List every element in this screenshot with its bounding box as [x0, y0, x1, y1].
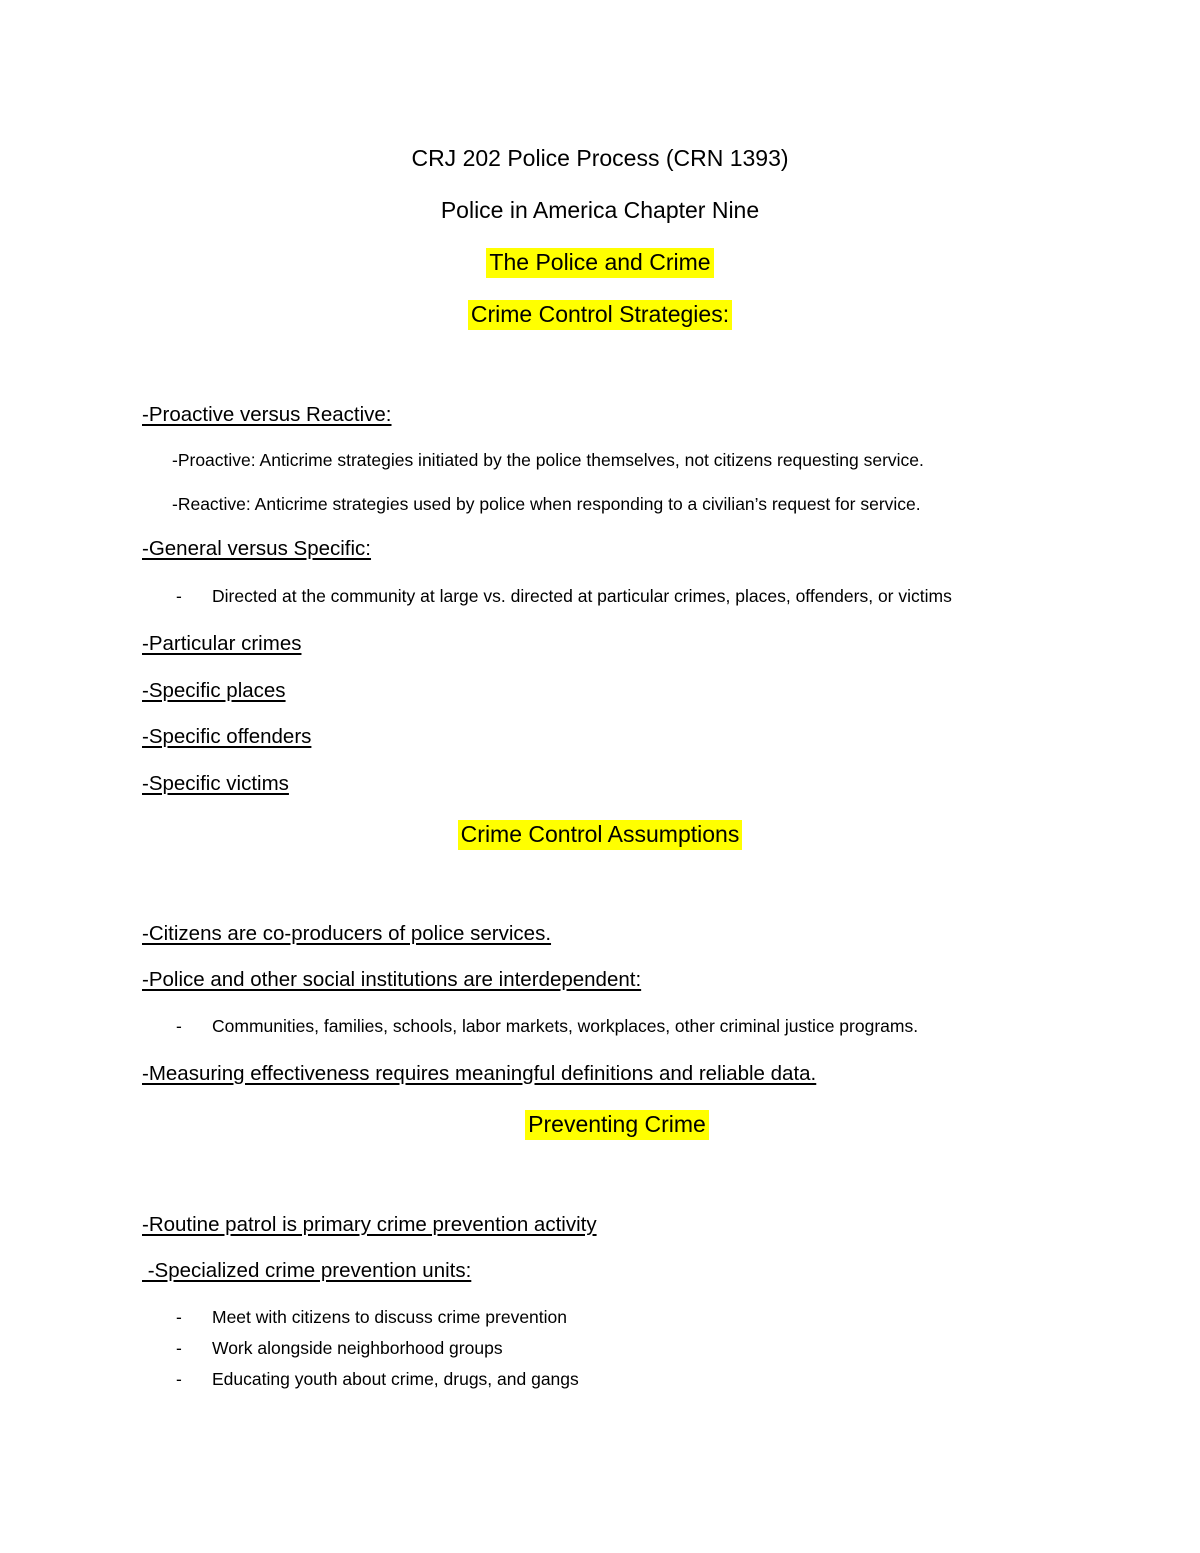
measuring-effectiveness-item: -Measuring effectiveness requires meaningful definitions and reliable data. [142, 1062, 817, 1085]
specialized-bullet-text: Educating youth about crime, drugs, and gangs [212, 1369, 579, 1389]
bullet-dash: - [176, 1016, 182, 1036]
routine-patrol-item: -Routine patrol is primary crime prevention activity [142, 1213, 597, 1236]
general-specific-heading: -General versus Specific: [142, 537, 372, 560]
co-producers-item: -Citizens are co-producers of police services. [142, 922, 552, 945]
chapter-title: Police in America Chapter Nine [440, 197, 760, 223]
specialized-units-item: -Specialized crime prevention units: [142, 1259, 472, 1282]
highlight-assumptions: Crime Control Assumptions [458, 820, 743, 850]
highlight-preventing: Preventing Crime [525, 1110, 709, 1140]
highlight-police-crime: The Police and Crime [486, 248, 713, 278]
specialized-bullet-text: Work alongside neighborhood groups [212, 1338, 503, 1358]
bullet-dash: - [176, 1369, 182, 1389]
specialized-bullet-text: Meet with citizens to discuss crime prevention [212, 1307, 567, 1327]
general-bullet-text: Directed at the community at large vs. directed at particular crimes, places, offenders, or victims [212, 586, 952, 606]
particular-crimes: -Particular crimes [142, 632, 302, 655]
proactive-definition: -Proactive: Anticrime strategies initiated by the police themselves, not citizens requesting service. [172, 450, 924, 470]
interdependent-item: -Police and other social institutions are interdependent: [142, 968, 642, 991]
section-subheading-strategies [0, 300, 1200, 330]
bullet-dash: - [176, 1307, 182, 1327]
specific-offenders: -Specific offenders [142, 725, 312, 748]
reactive-definition: -Reactive: Anticrime strategies used by police when responding to a civilian’s request for service. [172, 494, 921, 514]
course-title: CRJ 202 Police Process (CRN 1393) [411, 145, 789, 171]
bullet-dash: - [176, 1338, 182, 1358]
specific-victims: -Specific victims [142, 772, 289, 795]
interdependent-bullet-text: Communities, families, schools, labor markets, workplaces, other criminal justice programs. [212, 1016, 919, 1036]
section-heading-preventing [0, 1110, 1200, 1140]
section-heading-assumptions [0, 820, 1200, 850]
proactive-reactive-heading: -Proactive versus Reactive: [142, 403, 392, 426]
section-heading-police-crime [0, 248, 1200, 278]
specific-places: -Specific places [142, 679, 286, 702]
bullet-dash: - [176, 586, 182, 606]
highlight-strategies: Crime Control Strategies: [468, 300, 732, 330]
